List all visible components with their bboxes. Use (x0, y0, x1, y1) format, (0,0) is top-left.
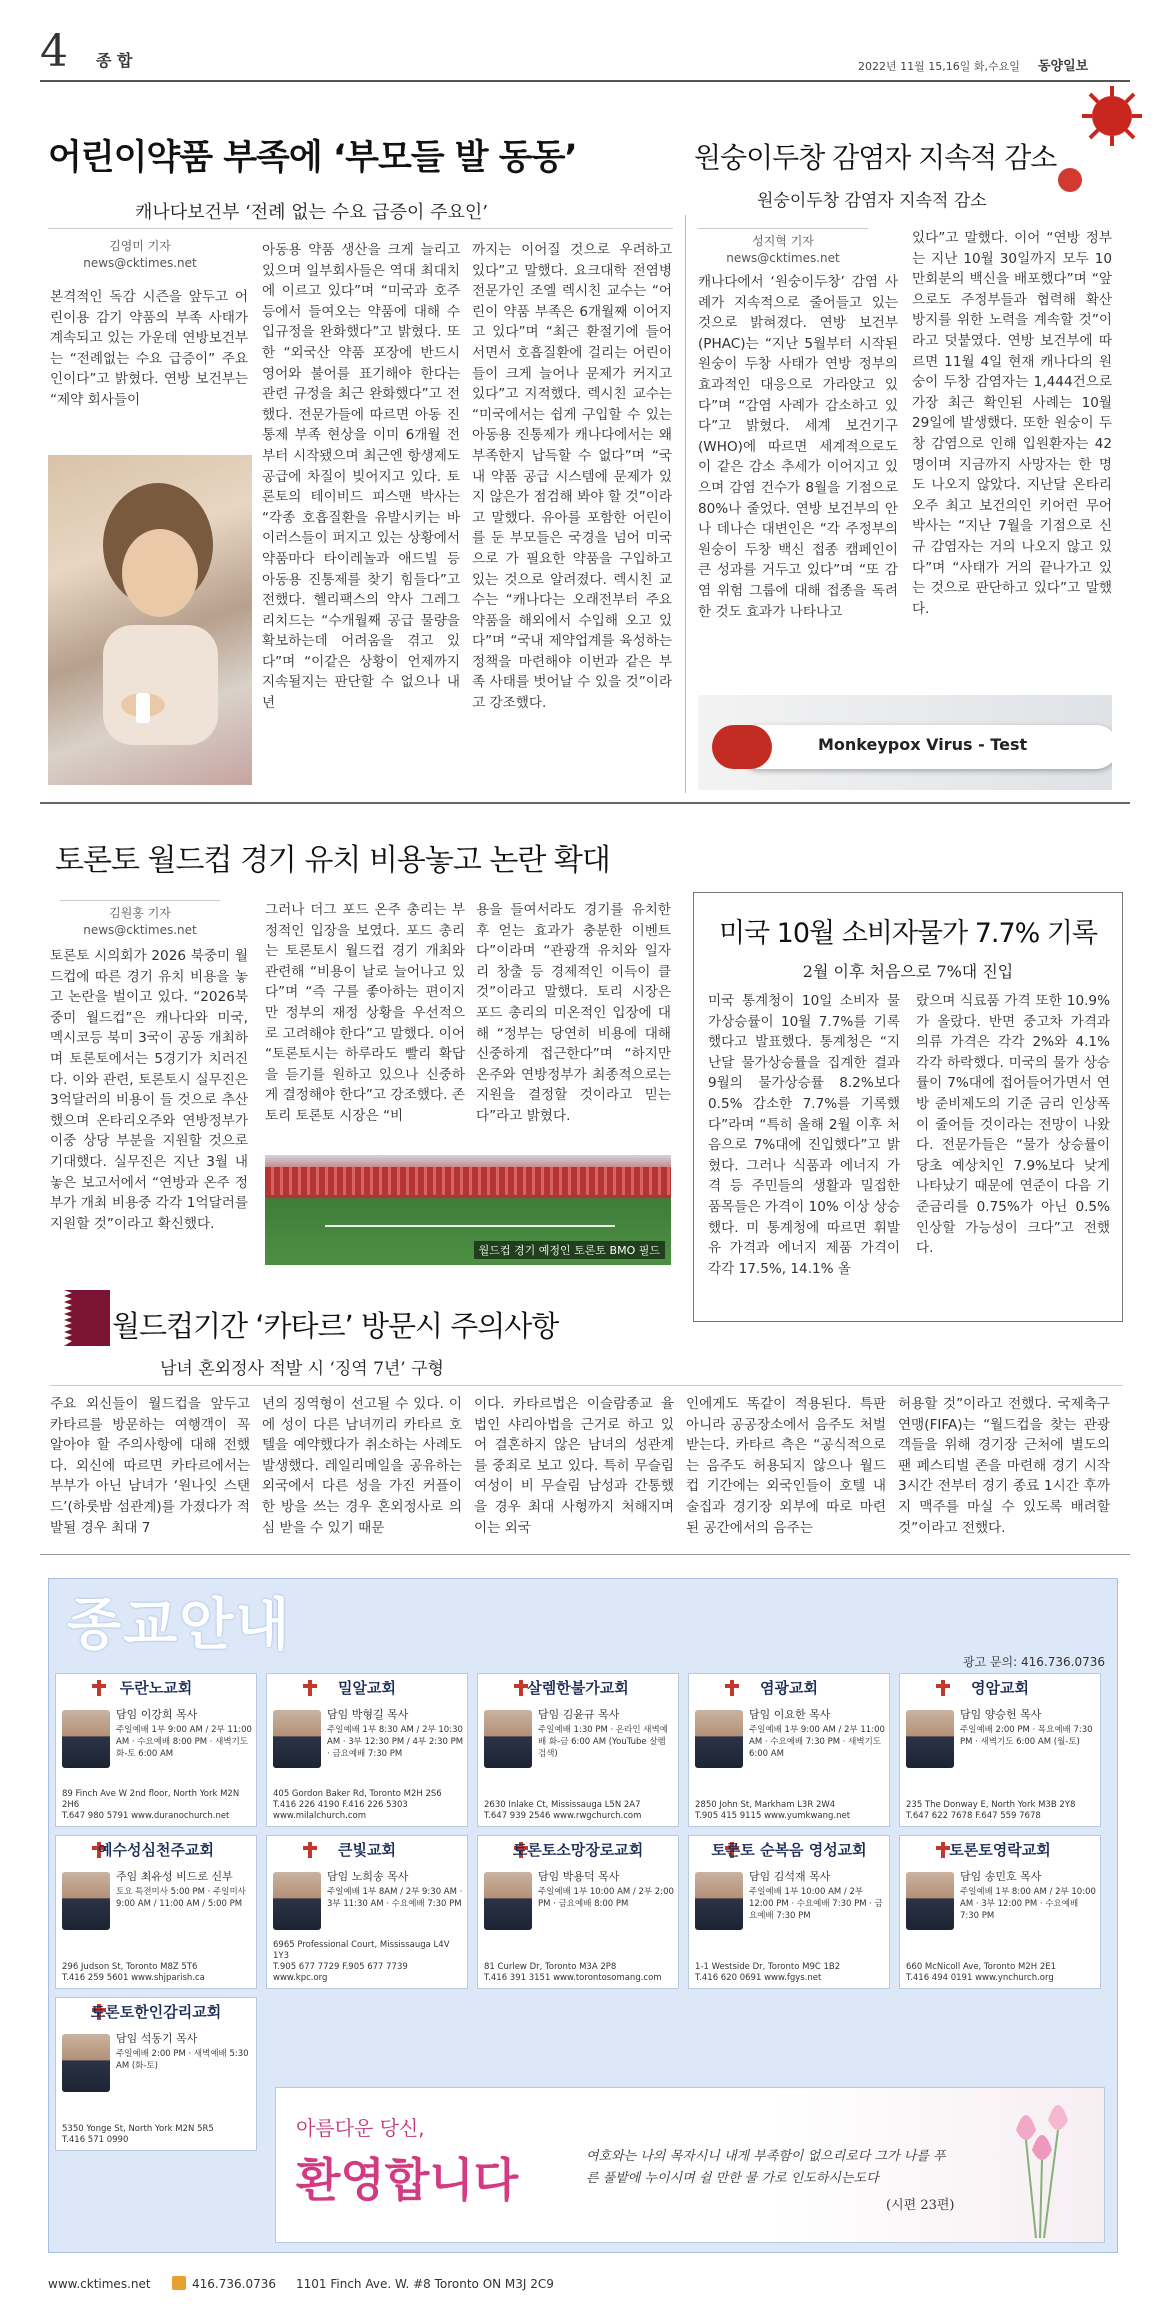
church-address-block (62, 1789, 252, 1822)
church-card (55, 1835, 257, 1989)
church-services: 주일예배 1부 9:00 AM / 2부 11:00 AM · 수요예배 8:00 PM · 새벽기도 화-토 6:00 AM (116, 1725, 252, 1759)
tulip-illustration (986, 2090, 1096, 2240)
article2-col1: 캐나다에서 ‘원숭이두창’ 감염 사례가 지속적으로 줄어들고 있는 것으로 밝혀졌다. 연방 보건부(PHAC)는 “지난 5월부터 시작된 원숭이 두창 사태가 연방 정부의 효과적인 대응으로 가라앉고 있다”며 “감염 사례가 감소하고 있다”고 밝혔다. 세계 보건기구(WHO)에 따르면 세계적으로도 이 같은 감소 추세가 이어지고 있으며 감염 건수가 8월을 기점으로 80%나 줄었다. 연방 보건부의 안나 데나슨 대변인은 “각 주정부의 원숭이 두창 백신 접종 캠페인이 큰 성과를 거두고 있다”며 “또 감염 위험 그룹에 대해 접종을 독려한 것도 효과가 나타나고 (698, 274, 898, 620)
article1-col2: 아동용 약품 생산을 크게 늘리고 있으며 일부회사들은 역대 최대치에 이르고 있다”며 “미국과 호주 등에서 들여오는 약품에 대해 수입규정을 완화했다”고 밝혔다. 또한 “외국산 약품 포장에 반드시 영어와 불어를 표기해야 한다는 관련 규정을 최근 완화했다”고 전했다. 전문가들에 따르면 아동 진통제 부족 현상을 이미 6개월 전부터 시작됐으며 최근엔 항생제도 공급에 차질이 빚어지고 있다. 토론토의 테이비드 피스맨 박사는 “각종 호흡질환을 유발시키는 바이러스들이 퍼지고 있는 상황에서 약품마다 타이레놀과 애드빌 등 아동용 진통제를 찾기 힘들다”고 전했다. 헬리팩스의 약사 그레그 리치드는 “수개월째 공급 물량을 확보하는데 어려움을 겪고 있다”며 “이같은 상황이 언제까지 지속될지는 판단할 수 없으나 내년 (262, 242, 460, 712)
article1-reporter: 김영미 기자 (109, 239, 171, 253)
pastor-photo (906, 1710, 954, 1768)
pastor-photo (484, 1710, 532, 1768)
church-address-block (906, 1962, 1096, 1984)
church-name: 토론토 순복음 영성교회 (711, 1841, 867, 1859)
church-name: 염광교회 (760, 1679, 818, 1697)
church-name: 큰빛교회 (338, 1841, 396, 1859)
church-address: 405 Gordon Baker Rd, Toronto M2H 2S6 (273, 1789, 442, 1799)
church-pastor: 담임 박형길 목사 (327, 1708, 409, 1721)
religion-section (48, 1578, 1118, 2253)
page-number: 4 (40, 26, 68, 77)
church-address: 81 Curlew Dr, Toronto M3A 2P8 (484, 1962, 617, 1972)
church-contact: T.416 259 5601 www.shjparish.ca (62, 1973, 205, 1983)
church-services: 주일예배 1부 8:00 AM / 2부 10:00 AM · 3부 12:00 PM · 수요예배 7:30 PM (960, 1887, 1096, 1921)
church-pastor: 담임 양승헌 목사 (960, 1708, 1042, 1721)
article1-rule (48, 228, 673, 229)
article5-col5: 허용할 것”이라고 전했다. 국제축구연맹(FIFA)는 “월드컵을 찾는 관광객들을 위해 경기장 근처에 별도의 팬 페스티벌 존을 마련해 경기 시작 3시간 전부터 경기 종료 1시간 후까지 맥주를 마실 수 있도록 배려할 것”이라고 전했다. (898, 1396, 1110, 1536)
phone-icon (172, 2276, 186, 2290)
article5-col3: 이다. 카타르법은 이슬람종교 율법인 샤리아법을 근거로 하고 있어 결혼하지 않은 남녀의 성관계를 중죄로 보고 있다. 특히 무슬림 여성이 비 무슬림 남성과 간통했을 경우 최대 사형까지 처해지며 이는 외국 (474, 1396, 674, 1536)
pastor-photo (62, 2034, 110, 2092)
footer-address: 1101 Finch Ave. W. #8 Toronto ON M3J 2C9 (296, 2277, 554, 2291)
qatar-flag (52, 1290, 110, 1346)
welcome-big: 환영합니다 (296, 2153, 519, 2207)
church-pastor: 담임 김윤규 목사 (538, 1708, 620, 1721)
church-address: 296 Judson St, Toronto M8Z 5T6 (62, 1962, 198, 1972)
article5-rule (50, 1385, 1123, 1386)
article1-email: news@cktimes.net (83, 256, 197, 270)
church-name: 토론토소망장로교회 (512, 1841, 644, 1859)
test-tube-cap (712, 725, 772, 769)
church-card (899, 1673, 1101, 1827)
church-name: 토론토영락교회 (949, 1841, 1051, 1859)
church-address: 6965 Professional Court, Mississauga L4V 1Y3 (273, 1940, 450, 1961)
vertical-rule-1 (685, 215, 686, 793)
section-label: 종 합 (96, 51, 133, 70)
church-services: 주일예배 2:00 PM · 목요예배 7:30 PM · 새벽기도 6:00 AM (월-토) (960, 1725, 1093, 1747)
church-contact: T.416 226 4190 F.416 226 5303 www.milalchurch.com (273, 1800, 408, 1821)
article4-col2: 랐으며 식료품 가격 또한 10.9%가 올랐다. 반면 중고차 가격과 의류 가격은 각각 2%와 4.1% 각각 하락했다. 미국의 물가 상승률이 7%대에 접어들어가면서 연방 준비제도의 기준 금리 인상폭이 줄어들 것이라는 전망이 나왔다. 전문가들은 “물가 상승률이 당초 예상치인 7.9%보다 낮게 나타났기 때문에 연준이 다음 기준금리를 0.75%가 아닌 0.5% 인상할 가능성이 크다”고 전했다. (916, 993, 1110, 1257)
article3-email: news@cktimes.net (83, 923, 197, 937)
footer-phone: 416.736.0736 (192, 2277, 276, 2291)
pitch-line (325, 1225, 615, 1227)
church-address: 2630 Inlake Ct, Mississauga L5N 2A7 (484, 1800, 641, 1810)
pastor-photo (62, 1872, 110, 1930)
church-contact: T.905 415 9115 www.yumkwang.net (695, 1811, 851, 1821)
church-address-block (906, 1800, 1096, 1822)
article3-col2: 그러나 더그 포드 온주 총리는 부정적인 입장을 보였다. 포드 총리는 토론토시 월드컵 경기 개최와 관련해 “비용이 날로 늘어나고 있다”며 “즉 구를 좋아하는 편이지만 정부의 재정 상황을 우선적으로 고려해야 한다”고 말했다. 이어 “토론토시는 하루라도 빨리 확답을 듣기를 원하고 있으나 신중하게 결정해야 한다”고 강조했다. 존 토리 토론토 시장은 “비 (265, 902, 465, 1124)
article2-subhead: 원숭이두창 감염자 지속적 감소 (757, 191, 987, 211)
masthead-rule (40, 80, 1130, 82)
church-address: 89 Finch Ave W 2nd floor, North York M2N 2H6 (62, 1789, 240, 1810)
church-address: 5350 Yonge St, North York M2N 5R5 (62, 2124, 214, 2134)
church-address-block (484, 1800, 674, 1822)
church-pastor: 담임 송민호 목사 (960, 1870, 1042, 1883)
article2-col2: 있다”고 말했다. 이어 “연방 정부는 지난 10월 30일까지 모두 10만회분의 백신을 배포했다”며 “앞으로도 주정부들과 협력해 확산 방지를 위한 노력을 계속할 것”이라고 덧붙였다. 연방 보건부에 따르면 11월 4일 현재 캐나다의 원숭이 두창 감염자는 1,444건으로 가장 최근 확인된 사례는 10월 29일에 발생했다. 또한 원숭이 두창 감염으로 인해 입원환자는 42명이며 지금까지 사망자는 한 명도 나오지 않았다. 지난달 온타리오주 최고 보건의인 키어런 무어 박사는 “지난 7월을 기점으로 신규 감염자는 거의 나오지 않고 있다”며 “사태가 거의 끝나가고 있는 것으로 판단하고 있다”고 말했다. (912, 230, 1112, 617)
church-pastor: 주임 최유성 비드로 신부 (116, 1870, 233, 1883)
pastor-photo (273, 1710, 321, 1768)
church-services: 토요 특전미사 5:00 PM · 주일미사 9:00 AM / 11:00 AM / 5:00 PM (116, 1887, 246, 1909)
article3-headline: 토론토 월드컵 경기 유치 비용놓고 논란 확대 (55, 843, 610, 878)
article5-headline: 월드컵기간 ‘카타르’ 방문시 주의사항 (112, 1309, 559, 1343)
church-address-block (695, 1962, 885, 1984)
church-contact: T.416 391 3151 www.torontosomang.com (484, 1973, 662, 1983)
pastor-photo (906, 1872, 954, 1930)
religion-title: 종교안내 (67, 1593, 292, 1658)
church-address-block (273, 1789, 463, 1822)
section-rule-2 (40, 1554, 1130, 1555)
church-contact: T.416 571 0990 (62, 2135, 129, 2145)
flag-serration (52, 1290, 72, 1346)
footer-site[interactable]: www.cktimes.net (48, 2277, 151, 2291)
article2-headline: 원숭이두창 감염자 지속적 감소 (694, 141, 1057, 174)
article5-col2: 년의 징역형이 선고될 수 있다. 이에 성이 다른 남녀끼리 카타르 호텔을 예약했다가 취소하는 사례도 발생했다. 레일리메일을 공유하는 외국에서 다른 성을 가진 커플이 한 방을 쓰는 경우 혼외정사로 의심 받을 수 있기 때문 (262, 1396, 462, 1536)
paper-name: 동양일보 (1038, 59, 1089, 74)
church-card (266, 1673, 468, 1827)
church-services: 주일예배 1부 10:00 AM / 2부 12:00 PM · 수요예배 7:30 PM · 금요예배 7:30 PM (749, 1887, 883, 1921)
church-card (688, 1673, 890, 1827)
church-address-block (484, 1962, 674, 1984)
church-name: 두란노교회 (119, 1679, 193, 1697)
article3-col3: 용을 들여서라도 경기를 유치한 후 얻는 효과가 충분한 이벤트다”이라며 “관광객 유치와 일자리 창출 등 경제적인 이득이 클 것”이라고 말했다. 토리 시장은 포드 총리의 미온적인 입장에 대해 “정부는 당연히 비용에 대해 신중하게 접근한다”며 “하지만 온주와 연방정부가 최종적으로는 지원을 결정할 것이라고 믿는다”라고 밝혔다. (476, 902, 671, 1124)
church-card (55, 1997, 257, 2151)
issue-date: 2022년 11월 15,16일 화,수요일 (858, 60, 1020, 73)
article3-col1: 토론토 시의회가 2026 북중미 월드컵에 따른 경기 유치 비용을 놓고 논란을 벌이고 있다. “2026북중미 월드컵”은 캐나다와 미국, 멕시코등 북미 3국이 공동 개최하며 토론토에서는 5경기가 치러진다. 이와 관련, 토론토시 실무진은 3억달러의 비용이 들 것으로 추산했으며 온타리오주와 연방정부가 이중 상당 부분을 지원할 것으로 기대했다. 실무진은 지난 3월 내놓은 보고서에서 “연방과 온주 정부가 개최 비용중 각각 1억달러를 지원할 것”이라고 확신했다. (50, 948, 248, 1232)
bible-verse: 여호와는 나의 목자시니 내게 부족함이 없으리로다 그가 나를 푸른 풀밭에 누이시며 쉴 만한 물 가로 인도하시는도다 (586, 2149, 946, 2186)
church-card (266, 1835, 468, 1989)
article1-col3: 까지는 이어질 것으로 우려하고 있다”고 말했다. 요크대학 전염병 전문가인 조엘 렉시친 교수는 “어린이 약품 부족은 6개월째 이어지고 있다”며 “최근 환절기에 들어서면서 호흡질환에 걸리는 어린이들이 크게 늘어나 문제가 커지고 있다”고 지적했다. 렉시친 교수는 “미국에서는 쉽게 구입할 수 있는 아동용 진통제가 캐나다에서는 왜 부족한지 납득할 수 없다”며 “국내 약품 공급 시스템에 문제가 있지 않은가 점검해 봐야 할 것”이라고 말했다. 유아를 포함한 어린이를 둔 부모들은 국경을 넘어 미국으로 가 필요한 약품을 구입하고 있는 것으로 알려졌다. 렉시친 교수는 “캐나다는 오래전부터 주요 약품을 해외에서 수입해 오고 있다”며 “국내 제약업계를 육성하는 정책을 마련해야 이번과 같은 부족 사태를 벗어날 수 있을 것”이라고 강조했다. (472, 242, 672, 712)
church-card (477, 1835, 679, 1989)
section-rule-1 (40, 802, 1130, 804)
article2-reporter: 성지혁 기자 (752, 234, 814, 248)
church-pastor: 담임 김석재 목사 (749, 1870, 831, 1883)
church-services: 주일예배 1:30 PM · 온라인 새벽예배 화-금 6:00 AM (YouTube 살렘 검색) (538, 1725, 668, 1759)
church-services: 주일예배 1부 8AM / 2부 9:30 AM · 3부 11:30 AM · 수요예배 7:30 PM (327, 1887, 463, 1909)
church-pastor: 담임 박용덕 목사 (538, 1870, 620, 1883)
article5-col4: 인에게도 똑같이 적용된다. 특판 아니라 공공장소에서 음주도 처벌받는다. 카타르 측은 “공식적으로는 음주도 허용되지 않으나 월드컵 기간에는 외국인들이 호텔 내 술집과 경기장 외부에 따로 마련된 공간에서의 음주는 (686, 1396, 886, 1536)
pastor-photo (695, 1872, 743, 1930)
church-services: 주일예배 1부 9:00 AM / 2부 11:00 AM · 수요예배 7:30 PM · 새벽기도 6:00 AM (749, 1725, 885, 1759)
church-address: 2850 John St, Markham L3R 2W4 (695, 1800, 836, 1810)
church-name: 토론토한인감리교회 (90, 2003, 222, 2021)
child-medicine-photo (48, 455, 252, 785)
church-address: 235 The Donway E, North York M3B 2Y8 (906, 1800, 1076, 1810)
church-contact: T.905 677 7729 F.905 677 7739 www.kpc.org (273, 1962, 408, 1983)
church-pastor: 담임 이강희 목사 (116, 1708, 198, 1721)
church-pastor: 담임 이요한 목사 (749, 1708, 831, 1721)
church-contact: T.647 980 5791 www.duranochurch.net (62, 1811, 230, 1821)
church-services: 주일예배 1부 10:00 AM / 2부 2:00 PM · 금요예배 8:00 PM (538, 1887, 674, 1909)
church-pastor: 담임 석동기 목사 (116, 2032, 198, 2045)
pastor-photo (273, 1872, 321, 1930)
church-address-block (695, 1800, 885, 1822)
church-card (55, 1673, 257, 1827)
article2-email: news@cktimes.net (726, 251, 840, 265)
pastor-photo (695, 1710, 743, 1768)
bible-verse-ref: (시편 23편) (886, 2198, 955, 2213)
church-services: 주일예배 1부 8:30 AM / 2부 10:30 AM · 3부 12:30 PM / 4부 2:30 PM · 금요예배 7:30 PM (327, 1725, 464, 1759)
article2-byline (698, 228, 868, 267)
church-address: 1-1 Westside Dr, Toronto M9C 1B2 (695, 1962, 841, 1972)
religion-contact: 광고 문의: 416.736.0736 (962, 1655, 1105, 1669)
article2-photo (698, 695, 1112, 790)
virus-icon (1080, 84, 1144, 148)
article3-byline (60, 900, 220, 939)
virus-icon-small (1050, 160, 1090, 200)
article4-subhead: 2월 이후 처음으로 7%대 진입 (802, 962, 1014, 981)
church-address: 660 McNicoll Ave, Toronto M2H 2E1 (906, 1962, 1057, 1972)
article4-box (693, 892, 1123, 1322)
church-name: 살렘한불가교회 (527, 1679, 629, 1697)
article5-col1: 주요 외신들이 월드컵을 앞두고 카타르를 방문하는 여행객이 꼭 알아야 할 주의사항에 대해 전했다. 외신에 따르면 카타르에서는 부부가 아닌 남녀가 ‘원나잇 스탠드’(하룻밤 섬관계)를 가졌다가 적발될 경우 최대 7 (50, 1396, 250, 1536)
test-tube-label: Monkeypox Virus - Test (818, 735, 1028, 754)
church-contact: T.416 494 0191 www.ynchurch.org (906, 1973, 1054, 1983)
church-name: 영암교회 (971, 1679, 1029, 1697)
church-address-block (62, 1962, 252, 1984)
article3-photo-caption: 월드컵 경기 예정인 토론토 BMO 필드 (474, 1241, 665, 1259)
article4-col1: 미국 통계청이 10일 소비자 물가상승률이 10월 7.7%를 기록했다고 발표했다. 통계청은 “지난달 물가상승률을 집계한 결과 9월의 물가상승률 8.2%보다 0.5% 감소한 7.7%를 기록했다”라며 “특히 올해 2월 이후 처음으로 7%대에 진입했다”고 밝혔다. 그러나 식품과 에너지 가격 등 주민들의 생활과 밀접한 품목들은 가격이 10% 이상 상승했다. 미 통계청에 따르면 휘발유 가격과 에너지 제품 가격이 각각 17.5%, 14.1% 올 (708, 993, 900, 1277)
church-name: 밀알교회 (338, 1679, 396, 1697)
church-pastor: 담임 노희송 목사 (327, 1870, 409, 1883)
article3-photo (265, 1155, 671, 1265)
church-card (688, 1835, 890, 1989)
stadium-stands (265, 1167, 671, 1195)
article5-subhead: 남녀 혼외정사 적발 시 ‘징역 7년’ 구형 (160, 1359, 444, 1379)
welcome-small: 아름다운 당신, (296, 2116, 425, 2140)
pastor-photo (484, 1872, 532, 1930)
church-name: 예수성심천주교회 (98, 1841, 214, 1859)
pastor-photo (62, 1710, 110, 1768)
article3-reporter: 김원홍 기자 (109, 906, 171, 920)
church-card (477, 1673, 679, 1827)
article1-photo (48, 455, 252, 785)
church-address-block (273, 1940, 463, 1984)
welcome-panel (275, 2087, 1105, 2243)
article1-subhead: 캐나다보건부 ‘전례 없는 수요 급증이 주요인’ (135, 202, 489, 223)
church-contact: T.416 620 0691 www.fgys.net (695, 1973, 822, 1983)
church-services: 주일예배 2:00 PM · 새벽예배 5:30 AM (화-토) (116, 2049, 249, 2071)
church-contact: T.647 622 7678 F.647 559 7678 (906, 1811, 1041, 1821)
article1-headline: 어린이약품 부족에 ‘부모들 발 동동’ (48, 138, 577, 178)
article1-col1: 본격적인 독감 시즌을 앞두고 어린이용 감기 약품의 부족 사태가 계속되고 있는 가운데 연방보건부는 “전례없는 수요 급증이” 주요인이다”고 밝혔다. 연방 보건부는 “제약 회사들이 (50, 289, 248, 408)
article1-byline (60, 238, 220, 272)
church-contact: T.647 939 2546 www.rwgchurch.com (484, 1811, 642, 1821)
church-card (899, 1835, 1101, 1989)
church-address-block (62, 2124, 252, 2146)
article4-headline: 미국 10월 소비자물가 7.7% 기록 (718, 918, 1098, 949)
